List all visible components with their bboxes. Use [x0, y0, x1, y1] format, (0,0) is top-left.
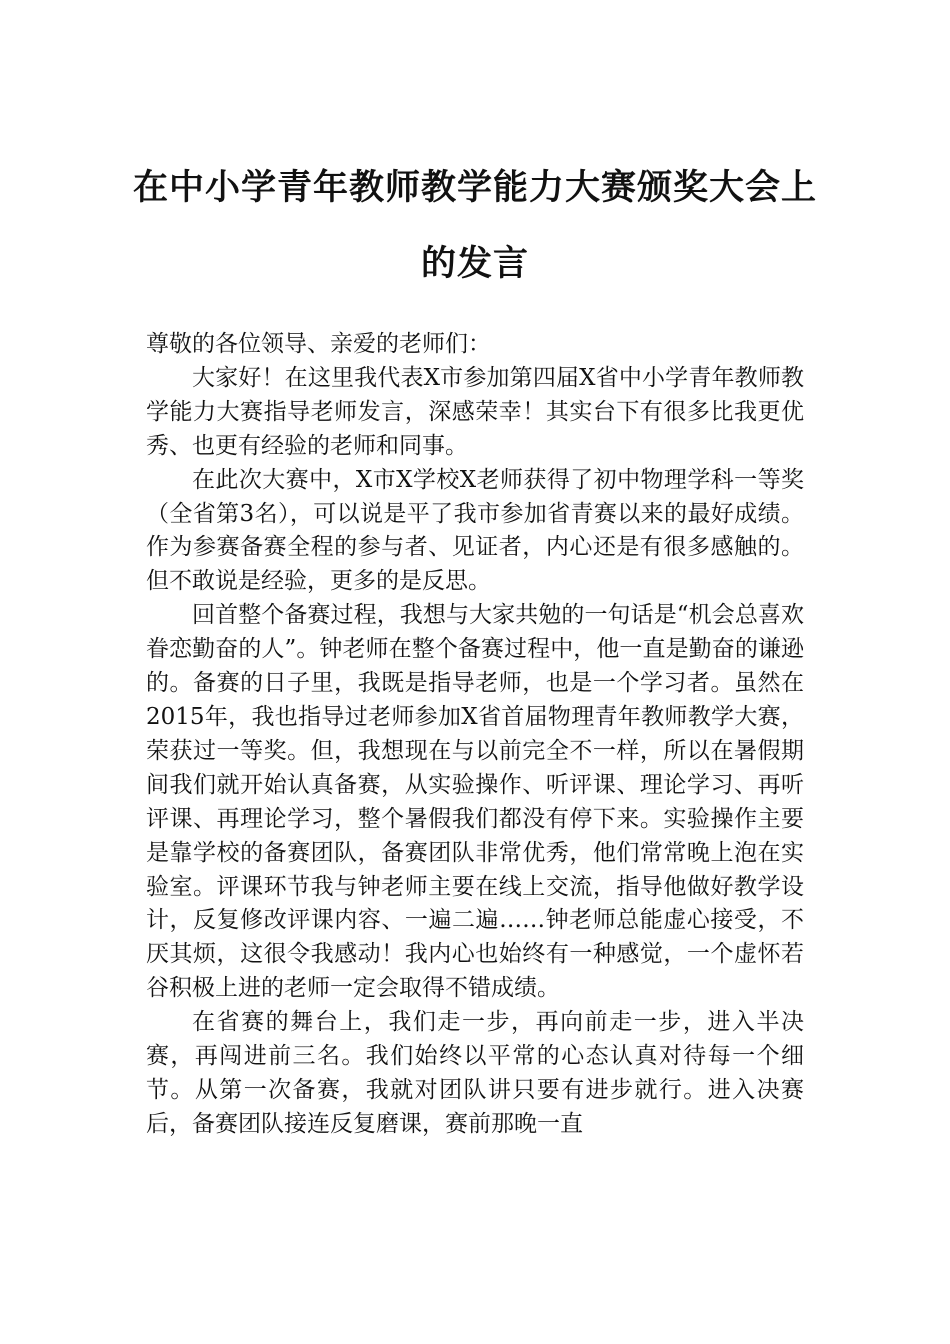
- document-body: [146, 328, 804, 1142]
- document-title: 在中小学青年教师教学能力大赛颁奖大会上的发言: [132, 167, 817, 284]
- salutation: 尊敬的各位领导、亲爱的老师们：: [146, 331, 491, 357]
- paragraph-preparation: 回首整个备赛过程，我想与大家共勉的一句话是“机会总喜欢眷恋勤奋的人”。钟老师在整个备赛过程中，他一直是勤奋的谦逊的。备赛的日子里，我既是指导老师，也是一个学习者。虽然在2015年，我也指导过老师参加X省首届物理青年教师教学大赛，荣获过一等奖。但，我想现在与以前完全不一样，所以在暑假期间我们就开始认真备赛，从实验操作、听评课、理论学习、再听评课、再理论学习，整个暑假我们都没有停下来。实验操作主要是靠学校的备赛团队，备赛团队非常优秀，他们常常晚上泡在实验室。评课环节我与钟老师主要在线上交流，指导他做好教学设计，反复修改评课内容、一遍二遍……钟老师总能虚心接受，不厌其烦，这很令我感动！我内心也始终有一种感觉，一个虚怀若谷积极上进的老师一定会取得不错成绩。: [146, 602, 804, 1002]
- paragraph-provincial-stage: 在省赛的舞台上，我们走一步，再向前走一步，进入半决赛，再闯进前三名。我们始终以平常的心态认真对待每一个细节。从第一次备赛，我就对团队讲只要有进步就行。进入决赛后，备赛团队接连反复磨课，赛前那晚一直: [146, 1009, 804, 1137]
- paragraph-award: 在此次大赛中，X市X学校X老师获得了初中物理学科一等奖（全省第3名），可以说是平了我市参加省青赛以来的最好成绩。作为参赛备赛全程的参与者、见证者，内心还是有很多感触的。但不敢说是经验，更多的是反思。: [146, 466, 804, 595]
- paragraph-intro: 大家好！在这里我代表X市参加第四届X省中小学青年教师教学能力大赛指导老师发言，深感荣幸！其实台下有很多比我更优秀、也更有经验的老师和同事。: [146, 364, 804, 459]
